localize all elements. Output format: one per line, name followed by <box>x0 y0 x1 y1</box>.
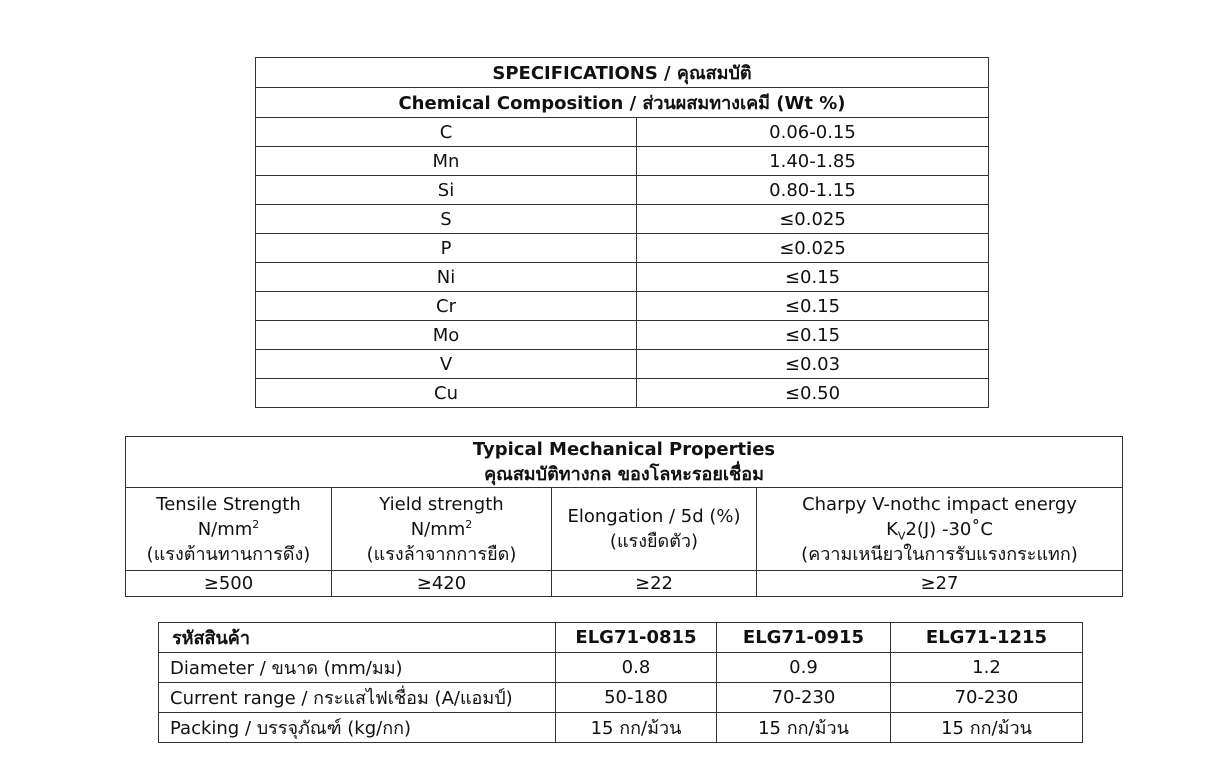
element-cell: C <box>256 118 637 147</box>
charpy-thai: (ความเหนียวในการรับแรงกระแทก) <box>801 543 1078 565</box>
k-subscript: V <box>897 529 906 543</box>
table-row <box>159 713 1083 743</box>
charpy-value: ≥27 <box>757 571 1123 597</box>
row-label: Diameter / ขนาด (mm/มม) <box>159 653 556 683</box>
product-code: ELG71-1215 <box>891 623 1083 653</box>
elongation-name: Elongation / 5d (%) <box>567 506 741 527</box>
value-cell: 0.80-1.15 <box>637 176 989 205</box>
table-row <box>256 118 989 147</box>
table-row <box>256 263 989 292</box>
product-code-label: รหัสสินค้า <box>159 623 556 653</box>
element-cell: Cu <box>256 379 637 408</box>
value-cell: ≤0.025 <box>637 234 989 263</box>
element-cell: Si <box>256 176 637 205</box>
unit-superscript: 2 <box>465 517 473 531</box>
tensile-name: Tensile Strength <box>156 493 301 515</box>
table-row <box>256 147 989 176</box>
element-cell: Mn <box>256 147 637 176</box>
element-cell: V <box>256 350 637 379</box>
tensile-unit <box>126 517 331 542</box>
k-base: K <box>886 518 898 540</box>
row-value: 15 กก/ม้วน <box>891 713 1083 743</box>
table-row <box>256 379 989 408</box>
unit-base: N/mm <box>197 518 253 540</box>
mechanical-title: Typical Mechanical Properties <box>472 439 776 460</box>
yield-thai: (แรงล้าจากการยืด) <box>366 543 517 565</box>
mechanical-header <box>126 437 1123 488</box>
table-row <box>256 234 989 263</box>
value-cell: ≤0.03 <box>637 350 989 379</box>
value-cell: 1.40-1.85 <box>637 147 989 176</box>
specifications-table <box>255 57 989 408</box>
charpy-name: Charpy V-nothc impact energy <box>802 493 1077 515</box>
row-value: 0.8 <box>556 653 717 683</box>
elongation-thai: (แรงยืดตัว) <box>609 531 699 552</box>
value-cell: 0.06-0.15 <box>637 118 989 147</box>
table-row <box>256 321 989 350</box>
elongation-header <box>552 488 757 571</box>
row-value: 0.9 <box>717 653 891 683</box>
mechanical-title-thai: คุณสมบัติทางกล ของโลหะรอยเชื่อม <box>484 464 764 485</box>
charpy-unit <box>757 517 1122 542</box>
spec-title: SPECIFICATIONS / คุณสมบัติ <box>256 58 989 88</box>
row-value: 15 กก/ม้วน <box>717 713 891 743</box>
product-code: ELG71-0815 <box>556 623 717 653</box>
table-row <box>256 205 989 234</box>
yield-unit <box>332 517 551 542</box>
yield-value: ≥420 <box>332 571 552 597</box>
tensile-value: ≥500 <box>126 571 332 597</box>
spec-subtitle: Chemical Composition / ส่วนผสมทางเคมี (Wt %) <box>256 88 989 118</box>
table-row <box>256 350 989 379</box>
mechanical-properties-table <box>125 436 1123 597</box>
product-code: ELG71-0915 <box>717 623 891 653</box>
row-value: 70-230 <box>717 683 891 713</box>
row-value: 70-230 <box>891 683 1083 713</box>
table-row <box>256 176 989 205</box>
tensile-header <box>126 488 332 571</box>
value-cell: ≤0.15 <box>637 263 989 292</box>
value-cell: ≤0.025 <box>637 205 989 234</box>
unit-superscript: 2 <box>252 517 260 531</box>
element-cell: P <box>256 234 637 263</box>
product-table <box>158 622 1083 743</box>
tensile-thai: (แรงต้านทานการดึง) <box>146 543 311 565</box>
table-row <box>159 653 1083 683</box>
k-rest: 2(J) -30˚C <box>905 518 993 540</box>
table-row <box>256 292 989 321</box>
charpy-header <box>757 488 1123 571</box>
element-cell: Ni <box>256 263 637 292</box>
yield-header <box>332 488 552 571</box>
value-cell: ≤0.15 <box>637 292 989 321</box>
row-value: 50-180 <box>556 683 717 713</box>
table-row <box>159 683 1083 713</box>
element-cell: Cr <box>256 292 637 321</box>
value-cell: ≤0.50 <box>637 379 989 408</box>
element-cell: Mo <box>256 321 637 350</box>
row-label: Packing / บรรจุภัณฑ์ (kg/กก) <box>159 713 556 743</box>
unit-base: N/mm <box>410 518 466 540</box>
table-row <box>126 571 1123 597</box>
yield-name: Yield strength <box>379 493 504 515</box>
row-value: 1.2 <box>891 653 1083 683</box>
elongation-value: ≥22 <box>552 571 757 597</box>
value-cell: ≤0.15 <box>637 321 989 350</box>
row-value: 15 กก/ม้วน <box>556 713 717 743</box>
element-cell: S <box>256 205 637 234</box>
row-label: Current range / กระแสไฟเชื่อม (A/แอมป์) <box>159 683 556 713</box>
